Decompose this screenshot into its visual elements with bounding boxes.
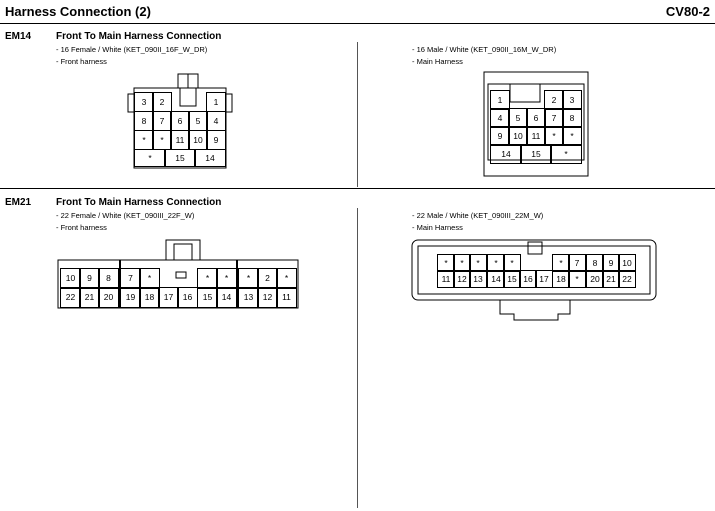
pin: 10 [618, 254, 636, 272]
pin: 7 [120, 268, 141, 289]
pin: * [216, 268, 237, 289]
pin: 5 [188, 111, 208, 131]
em21-left-spec: - 22 Female / White (KET_090III_22F_W) [56, 211, 195, 220]
pin: * [562, 126, 582, 146]
pin: 18 [139, 287, 160, 308]
pin: 1 [490, 90, 510, 110]
pin: 13 [469, 270, 487, 288]
header-divider [0, 23, 715, 24]
pin: 11 [170, 130, 190, 150]
pin: 9 [79, 268, 100, 289]
em21-divider [357, 208, 358, 508]
pin: 2 [152, 92, 172, 112]
pin: 9 [490, 126, 510, 146]
em21-female-pins [60, 268, 300, 308]
pin: 11 [437, 270, 455, 288]
pin: * [437, 254, 455, 272]
pin: 20 [586, 270, 604, 288]
pin: 3 [562, 90, 582, 110]
pin: * [238, 268, 259, 289]
pin: 4 [206, 111, 226, 131]
em21-right-spec: - 22 Male / White (KET_090III_22M_W) [412, 211, 544, 220]
pin: * [544, 126, 564, 146]
pin: 18 [552, 270, 570, 288]
pin: 15 [503, 270, 521, 288]
page-title: Harness Connection (2) [5, 4, 151, 19]
pin: * [152, 130, 172, 150]
em21-right-harness: - Main Harness [412, 223, 463, 232]
pin: * [552, 254, 570, 272]
section-id-em21: EM21 [5, 197, 32, 208]
page-code: CV80-2 [665, 4, 710, 19]
pin: 10 [60, 268, 81, 289]
pin: 17 [535, 270, 553, 288]
pin: 7 [544, 108, 564, 128]
em14-divider [357, 42, 358, 187]
em14-right-spec: - 16 Male / White (KET_090II_16M_W_DR) [412, 45, 557, 54]
pin: 22 [618, 270, 636, 288]
pin: 10 [188, 130, 208, 150]
pin: 21 [79, 287, 100, 308]
pin: 2 [544, 90, 564, 110]
section-title-em21: Front To Main Harness Connection [56, 197, 222, 208]
pin: 12 [257, 287, 278, 308]
pin: * [276, 268, 297, 289]
pin: 14 [194, 149, 226, 167]
section-id-em14: EM14 [5, 31, 32, 42]
section-title-em14: Front To Main Harness Connection [56, 31, 222, 42]
pin: 11 [526, 126, 546, 146]
pin: 8 [134, 111, 154, 131]
pin: 13 [238, 287, 259, 308]
pin: 7 [152, 111, 172, 131]
pin: 5 [508, 108, 528, 128]
pin: 9 [206, 130, 226, 150]
pin: 6 [170, 111, 190, 131]
pin: * [550, 144, 582, 164]
pin: 9 [602, 254, 620, 272]
pin: 19 [120, 287, 141, 308]
pin: 8 [586, 254, 604, 272]
pin: * [453, 254, 471, 272]
em14-male-pins [490, 90, 582, 164]
pin: * [134, 149, 166, 167]
pin: 7 [568, 254, 586, 272]
pin: 17 [158, 287, 179, 308]
pin: 20 [98, 287, 119, 308]
em14-female-pins [134, 92, 226, 166]
em21-left-harness: - Front harness [56, 223, 107, 232]
pin: * [197, 268, 218, 289]
pin: * [134, 130, 154, 150]
section-divider [0, 188, 715, 189]
em14-left-spec: - 16 Female / White (KET_090II_16F_W_DR) [56, 45, 208, 54]
pin: * [487, 254, 505, 272]
pin: * [139, 268, 160, 289]
pin: * [503, 254, 521, 272]
pin: 12 [453, 270, 471, 288]
pin: 11 [276, 287, 297, 308]
pin: 4 [490, 108, 510, 128]
em14-right-harness: - Main Harness [412, 57, 463, 66]
pin: 14 [490, 144, 522, 164]
pin: 14 [487, 270, 505, 288]
pin: 10 [508, 126, 528, 146]
pin: * [568, 270, 586, 288]
pin: 16 [177, 287, 198, 308]
pin: 2 [257, 268, 278, 289]
pin: 15 [197, 287, 218, 308]
em21-male-pins [437, 254, 637, 288]
pin: 6 [526, 108, 546, 128]
pin: 8 [562, 108, 582, 128]
pin: 16 [519, 270, 537, 288]
pin: 14 [216, 287, 237, 308]
pin: 21 [602, 270, 620, 288]
em14-left-harness: - Front harness [56, 57, 107, 66]
pin: 1 [206, 92, 226, 112]
pin: 15 [164, 149, 196, 167]
pin: * [469, 254, 487, 272]
pin: 3 [134, 92, 154, 112]
pin: 8 [98, 268, 119, 289]
pin: 22 [60, 287, 81, 308]
pin: 15 [520, 144, 552, 164]
